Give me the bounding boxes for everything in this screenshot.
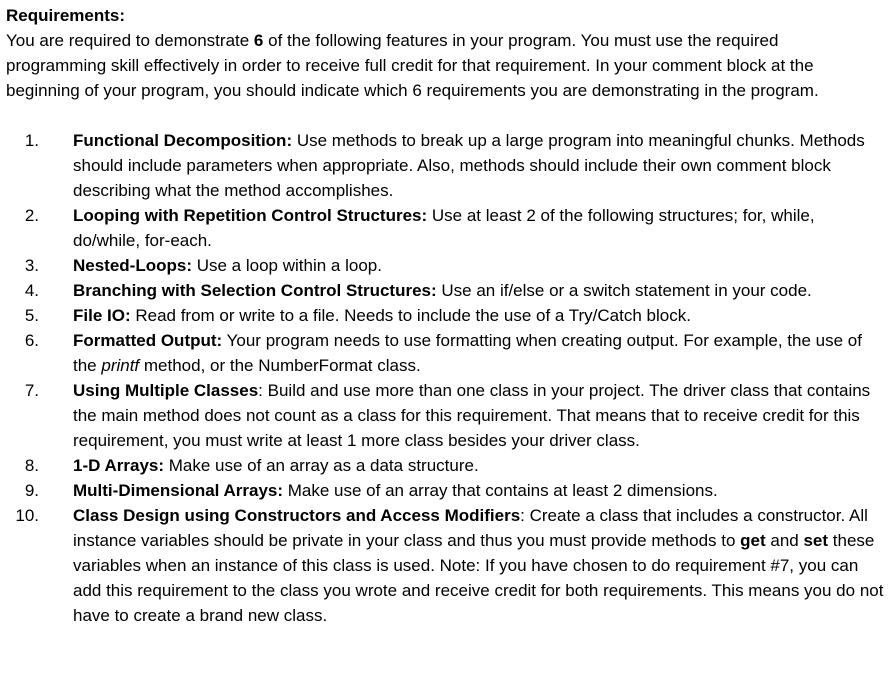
item-text: : Build and use more than one class in your project. The driver class that contains the main method does not count as a class for this requirement. That means that to receive credit for this requirement, you must write at least 1 more class besides your driver class. [73,381,871,450]
item-italic-term: printf [101,356,140,375]
item-text: Make use of an array as a data structure. [164,456,479,475]
item-number: 8. [24,456,39,475]
item-text: Use at least 2 of the following structures; for, while, do/while, for-each. [73,206,815,250]
item-title: Functional Decomposition: [73,131,293,150]
item-body [39,303,885,328]
item-text-part-a: Your program needs to use formatting when creating output. For example, the use of the [73,331,862,375]
item-text: Use an if/else or a switch statement in your code. [436,281,812,300]
item-number: 7. [24,381,39,400]
item-text: Use methods to break up a large program into meaningful chunks. Methods should include parameters when appropriate. Also, methods should include their own comment block describing what the method accomplishes. [73,131,865,200]
item-body [39,378,885,453]
requirement-item-9 [6,478,891,503]
item-text-part-b: method, or the NumberFormat class. [139,356,421,375]
item-keyword-get: get [740,531,766,550]
item-number: 10. [15,506,39,525]
intro-text-part-1: You are required to demonstrate [6,31,254,50]
item-body [39,453,885,478]
item-body [39,503,885,628]
requirements-heading: Requirements: [6,6,126,25]
item-title: Nested-Loops: [73,256,192,275]
item-title: Multi-Dimensional Arrays: [73,481,284,500]
item-body [39,203,885,253]
requirement-item-6 [6,328,891,378]
item-text: Read from or write to a file. Needs to include the use of a Try/Catch block. [130,306,691,325]
item-body [39,478,885,503]
requirement-item-2 [6,203,891,253]
requirement-item-5 [6,303,891,328]
intro-paragraph [6,28,866,103]
item-title: Formatted Output: [73,331,223,350]
requirement-item-7 [6,378,891,453]
requirement-item-1 [6,128,891,203]
intro-text-part-2: of the following features in your program. You must use the required programming skill effectively in order to receive full credit for that requirement. In your comment block at the beginning of your program, you should indicate which 6 requirements you are demonstrating in the program. [6,31,819,100]
item-text: Use a loop within a loop. [192,256,382,275]
item-body [39,253,885,278]
item-number: 3. [24,256,39,275]
item-title: Branching with Selection Control Structures: [73,281,437,300]
requirement-item-10 [6,503,891,628]
item-body [39,328,885,378]
requirement-item-3 [6,253,891,278]
item-text-part-c: these variables when an instance of this class is used. Note: If you have chosen to do requirement #7, you can add this requirement to the class you wrote and receive credit for both requirements. This means you do not have to create a brand new class. [73,531,884,625]
item-number: 1. [24,131,39,150]
item-number: 6. [24,331,39,350]
item-number: 2. [24,206,39,225]
item-number: 4. [24,281,39,300]
item-text: Make use of an array that contains at least 2 dimensions. [283,481,718,500]
item-number: 5. [24,306,39,325]
requirement-item-4 [6,278,891,303]
item-body [39,128,885,203]
item-number: 9. [24,481,39,500]
item-title: File IO: [73,306,131,325]
item-title: Class Design using Constructors and Access Modifiers [73,506,521,525]
item-text-part-b: and [765,531,804,550]
item-text-part-a: : Create a class that includes a constructor. All instance variables should be private in your class and thus you must provide methods to [73,506,868,550]
item-title: Looping with Repetition Control Structures: [73,206,428,225]
requirements-list [6,128,891,628]
item-title: 1-D Arrays: [73,456,165,475]
intro-requirement-count: 6 [253,31,264,50]
item-keyword-set: set [803,531,829,550]
item-title: Using Multiple Classes [73,381,259,400]
requirement-item-8 [6,453,891,478]
item-body [39,278,885,303]
